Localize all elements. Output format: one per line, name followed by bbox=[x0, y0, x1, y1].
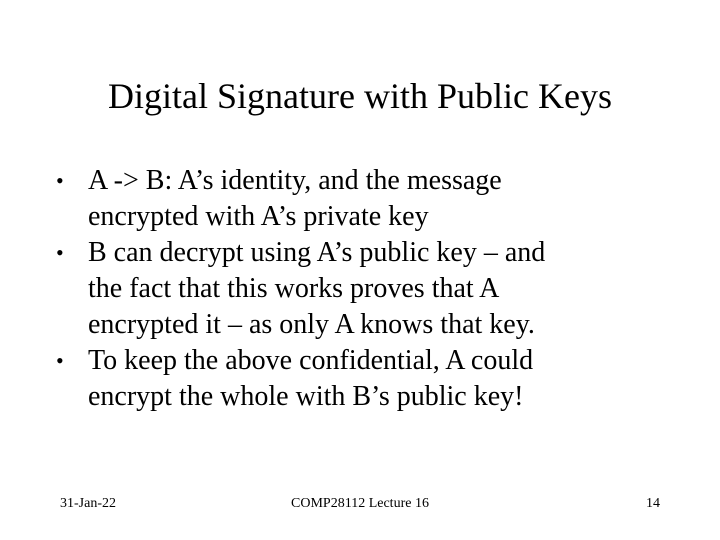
bullet-text-line: encrypt the whole with B’s public key! bbox=[88, 381, 524, 412]
bullet-text-line: encrypted with A’s private key bbox=[88, 201, 429, 232]
footer-course-label: COMP28112 Lecture 16 bbox=[291, 496, 429, 511]
bullet-item bbox=[56, 343, 676, 415]
bullet-list bbox=[56, 163, 676, 415]
bullet-text-line: the fact that this works proves that A bbox=[88, 273, 500, 304]
bullet-text-line: B can decrypt using A’s public key – and bbox=[88, 237, 546, 268]
bullet-item bbox=[56, 163, 676, 235]
bullet-item bbox=[56, 235, 676, 343]
bullet-marker: • bbox=[56, 240, 64, 265]
bullet-marker: • bbox=[56, 348, 64, 373]
footer-date: 31-Jan-22 bbox=[60, 496, 116, 511]
bullet-text-line: To keep the above confidential, A could bbox=[88, 345, 534, 376]
bullet-marker: • bbox=[56, 168, 64, 193]
slide-page-number: 14 bbox=[646, 496, 660, 511]
bullet-text-line: encrypted it – as only A knows that key. bbox=[88, 309, 535, 340]
slide-title: Digital Signature with Public Keys bbox=[108, 76, 612, 116]
bullet-text-line: A -> B: A’s identity, and the message bbox=[88, 165, 502, 196]
